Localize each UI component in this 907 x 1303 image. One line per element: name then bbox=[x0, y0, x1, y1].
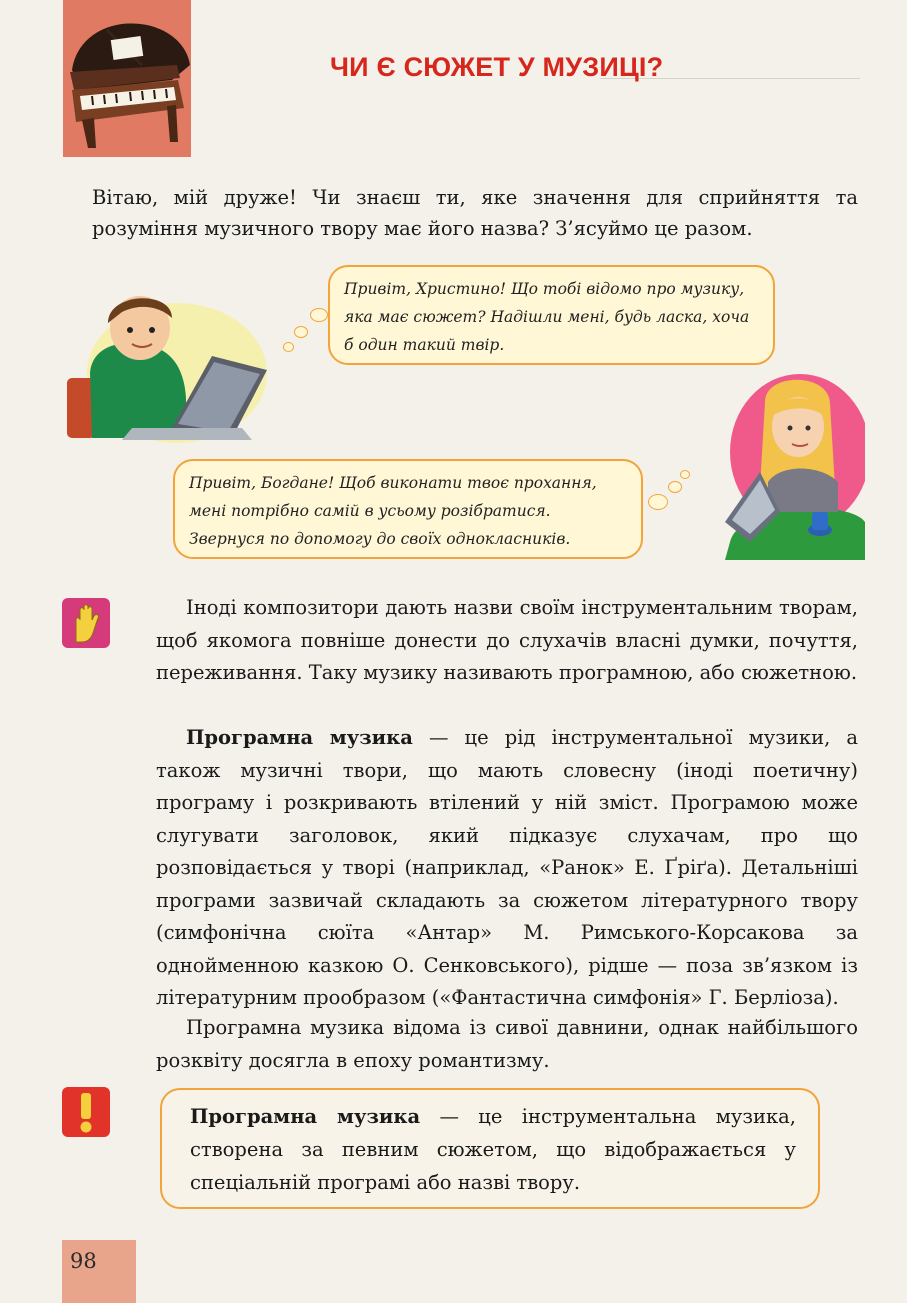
paragraph-programmatic-intro bbox=[156, 592, 858, 690]
term-bold: Програмна музика bbox=[186, 726, 413, 749]
definition-text: — це інструментальна музика, створена за певним сюжетом, що відображається у спеціальній програмі або назві твору. bbox=[190, 1105, 796, 1194]
intro-paragraph: Вітаю, мій друже! Чи знаєш ти, яке значення для сприйняття та розуміння музичного твору має його назва? З’ясуймо це разом. bbox=[92, 186, 858, 240]
bubble-tail-dot bbox=[283, 342, 294, 352]
hand-stop-icon bbox=[62, 598, 110, 648]
paragraph-text: — це рід інструментальної музики, а також музичні твори, що мають словесну (іноді поетичну) програму і розкривають втілений у ній зміст. Програмою може слугувати заголовок, який підказує слухачам, про що розповідається у творі (наприклад, «Ранок» Е. Ґріґа). Детальніші програми зазвичай складають за сюжетом літературного твору (симфонічна сюїта «Антар» М. Римського-Корсакова за однойменною казкою О. Сенковського), рідше — поза зв’язком із літературним прообразом («Фантастична симфонія» Г. Берліоза). bbox=[156, 726, 858, 1009]
boy-speech-bubble: Привіт, Христино! Що тобі відомо про музику, яка має сюжет? Надішли мені, будь ласка, хоча б один такий твір. bbox=[328, 265, 775, 365]
paragraph-text: Іноді композитори дають назви своїм інструментальним творам, щоб якомога повніше донести до слухачів власні думки, почуття, переживання. Таку музику називають програмною, або сюжетною. bbox=[156, 596, 858, 684]
page-number: 98 bbox=[70, 1249, 97, 1273]
exclamation-icon bbox=[62, 1087, 110, 1137]
piano-icon bbox=[52, 10, 202, 150]
boy-with-laptop-illustration bbox=[62, 278, 272, 448]
bubble-tail-dot bbox=[294, 326, 308, 338]
bubble-tail-dot bbox=[310, 308, 328, 322]
page-title: ЧИ Є СЮЖЕТ У МУЗИЦІ? bbox=[330, 52, 664, 82]
girl-with-laptop-illustration bbox=[720, 372, 865, 560]
bubble-tail-dot bbox=[668, 481, 682, 493]
paragraph-text: Програмна музика відома із сивої давнини, однак найбільшого розквіту досягла в епоху романтизму. bbox=[156, 1016, 858, 1072]
definition-box bbox=[160, 1088, 820, 1209]
girl-speech-bubble: Привіт, Богдане! Щоб виконати твоє прохання, мені потрібно самій в усьому розібратися. Звернуся по допомогу до своїх однокласників. bbox=[173, 459, 643, 559]
bubble-tail-dot bbox=[648, 494, 668, 510]
bubble-tail-dot bbox=[680, 470, 690, 479]
paragraph-definition-detail bbox=[156, 722, 858, 1015]
paragraph-history bbox=[156, 1012, 858, 1077]
definition-term: Програмна музика bbox=[190, 1105, 421, 1128]
